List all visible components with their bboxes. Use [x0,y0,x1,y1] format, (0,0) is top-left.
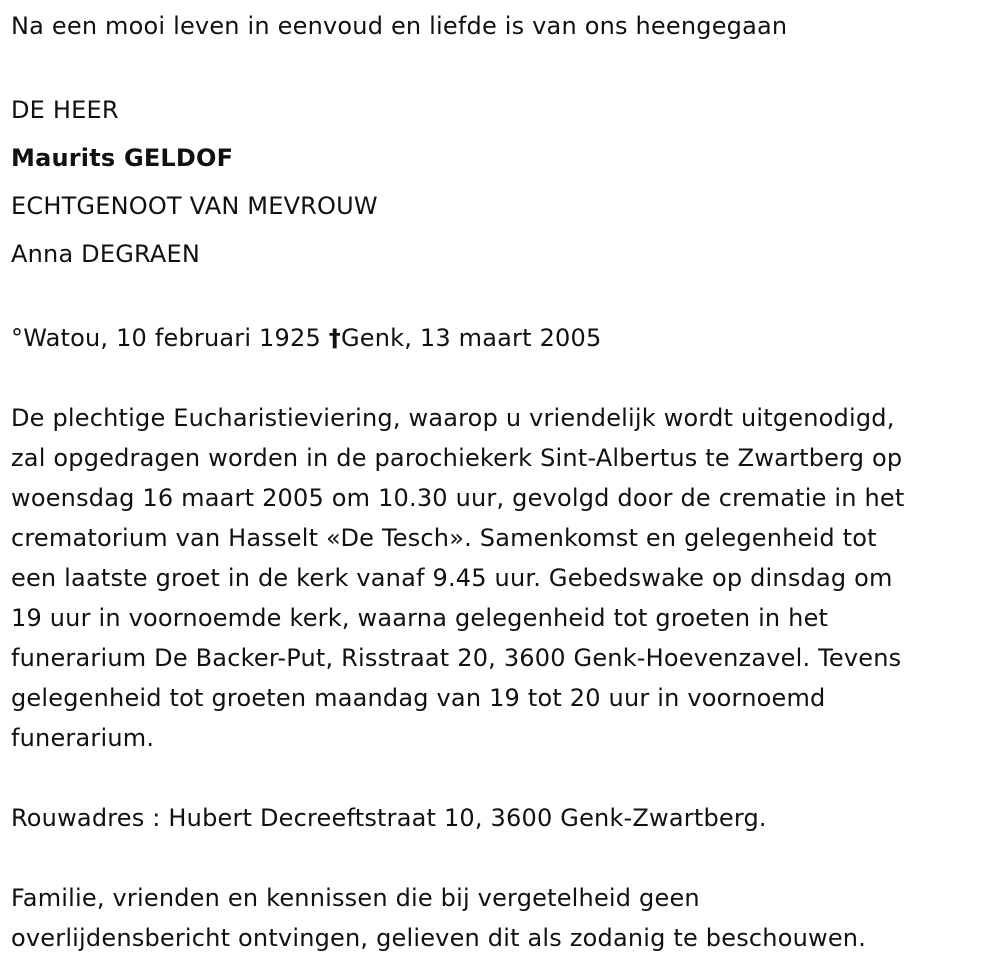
closing-paragraph [11,878,996,958]
spacer [11,278,996,318]
service-line: woensdag 16 maart 2005 om 10.30 uur, gevolgd door de crematie in het [11,484,905,512]
cross-icon: † [328,324,341,352]
service-line: crematorium van Hasselt «De Tesch». Samenkomst en gelegenheid tot [11,524,877,552]
life-dates [11,318,996,358]
closing-line: overlijdensbericht ontvingen, gelieven dit als zodanig te beschouwen. [11,924,867,952]
service-line: gelegenheid tot groeten maandag van 19 tot 20 uur in voornoemd [11,684,826,712]
service-paragraph [11,398,996,758]
service-line: De plechtige Eucharistieviering, waarop u vriendelijk wordt uitgenodigd, [11,404,895,432]
service-line: een laatste groet in de kerk vanaf 9.45 uur. Gebedswake op dinsdag om [11,564,893,592]
death-date: Genk, 13 maart 2005 [340,324,602,352]
obituary-notice [11,6,996,958]
service-line: zal opgedragen worden in de parochiekerk Sint-Albertus te Zwartberg op [11,444,903,472]
service-line: funerarium De Backer-Put, Risstraat 20, 3600 Genk-Hoevenzavel. Tevens [11,644,902,672]
spacer [11,758,996,798]
closing-line: Familie, vrienden en kennissen die bij vergetelheid geen [11,884,700,912]
spacer [11,838,996,878]
intro-line: Na een mooi leven in eenvoud en liefde is van ons heengegaan [11,12,788,40]
spacer [11,358,996,398]
mourning-address: Rouwadres : Hubert Decreeftstraat 10, 3600 Genk-Zwartberg. [11,804,767,832]
spouse-name: Anna DEGRAEN [11,240,201,268]
birth-date: °Watou, 10 februari 1925 [11,324,321,352]
spacer [11,46,996,86]
service-line: funerarium. [11,724,155,752]
service-line: 19 uur in voornoemde kerk, waarna gelegenheid tot groeten in het [11,604,829,632]
deceased-name: Maurits GELDOF [11,144,234,172]
spouse-label: ECHTGENOOT VAN MEVROUW [11,192,378,220]
title-prefix: DE HEER [11,96,119,124]
